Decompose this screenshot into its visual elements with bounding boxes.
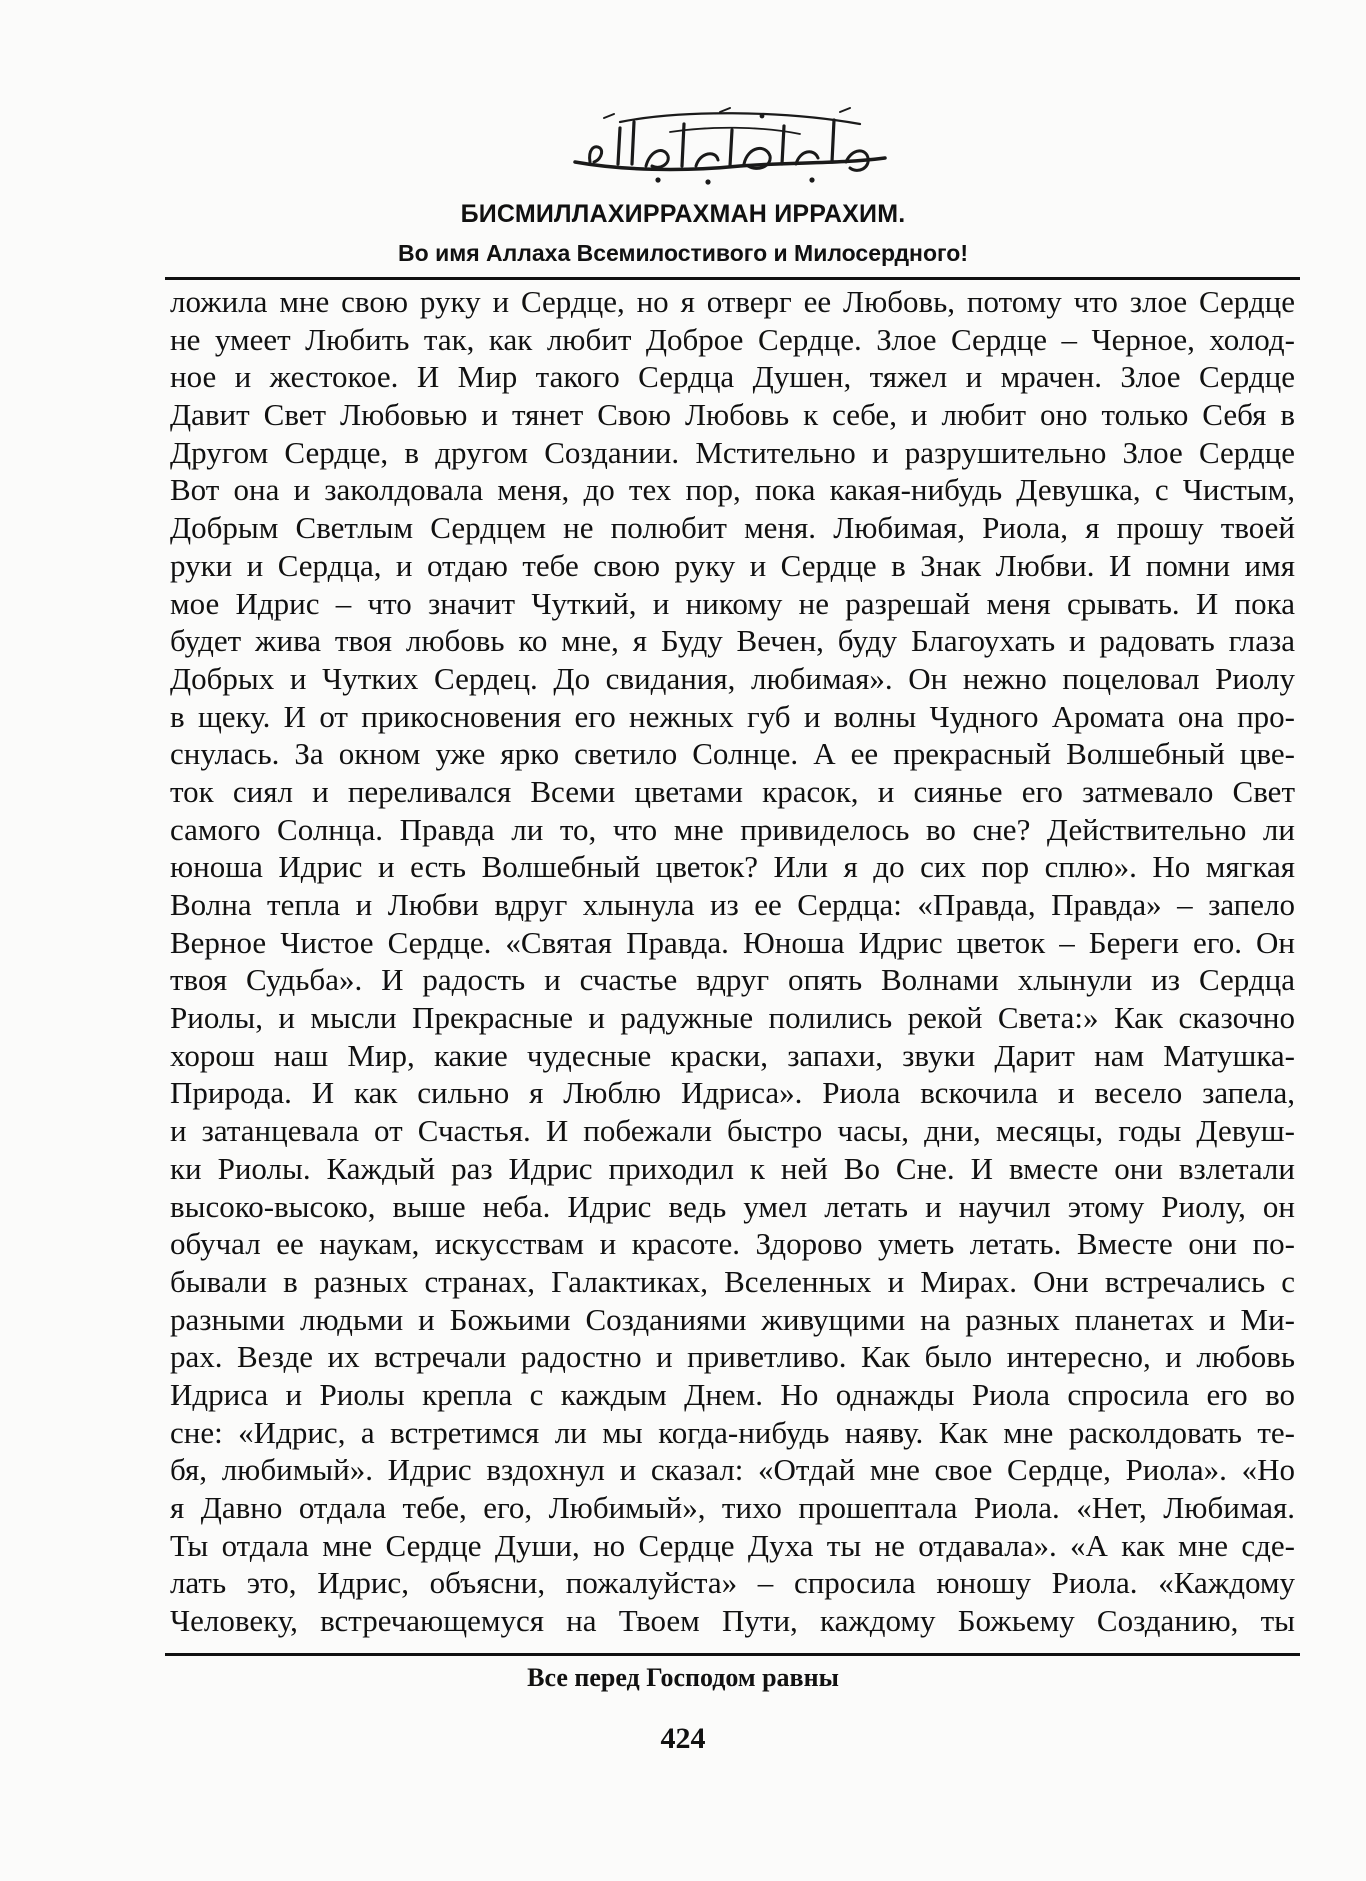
text-line: Природа. И как сильно я Люблю Идриса». Риола вскочила и весело запела,	[170, 1075, 1295, 1111]
header-title: БИСМИЛЛАХИРРАХМАН ИРРАХИМ.	[460, 200, 906, 228]
text-line: ное и жестокое. И Мир такого Сердца Душен, тяжел и мрачен. Злое Сердце	[170, 359, 1295, 395]
header-subtitle: Во имя Аллаха Всемилостивого и Милосердного!	[398, 240, 968, 266]
text-line: ложила мне свою руку и Сердце, но я отверг ее Любовь, потому что злое Сердце	[170, 284, 1295, 319]
bismillah-calligraphy	[560, 100, 900, 200]
text-line: разными людьми и Божьими Созданиями живущими на разных планетах и Ми-	[170, 1301, 1295, 1337]
text-line: Риолы, и мысли Прекрасные и радужные полились рекой Света:» Как сказочно	[170, 1000, 1295, 1036]
text-line: будет жива твоя любовь ко мне, я Буду Вечен, буду Благоухать и радовать глаза	[170, 623, 1295, 659]
text-line: обучал ее наукам, искусствам и красоте. Здорово уметь летать. Вместе они по-	[170, 1226, 1295, 1262]
text-line: Волна тепла и Любви вдруг хлынула из ее Сердца: «Правда, Правда» – запело	[170, 887, 1295, 922]
text-line: Человеку, встречающемуся на Твоем Пути, каждому Божьему Созданию, ты	[170, 1603, 1295, 1639]
text-line: Вот она и заколдовала меня, до тех пор, пока какая-нибудь Девушка, с Чистым,	[170, 472, 1295, 508]
text-line: сне: «Идрис, а встретимся ли мы когда-нибудь наяву. Как мне расколдовать те-	[170, 1414, 1295, 1450]
footer-title: Все перед Господом равны	[527, 1663, 839, 1692]
text-line: и затанцевала от Счастья. И побежали быстро часы, дни, месяцы, годы Девуш-	[170, 1113, 1295, 1149]
text-line: ток сиял и переливался Всеми цветами красок, и сиянье его затмевало Свет	[170, 773, 1295, 809]
text-line: ки Риолы. Каждый раз Идрис приходил к ней Во Сне. И вместе они взлетали	[170, 1150, 1295, 1186]
text-line: самого Солнца. Правда ли то, что мне привиделось во сне? Действительно ли	[170, 811, 1295, 847]
text-line: твоя Судьба». И радость и счастье вдруг опять Волнами хлынули из Сердца	[170, 962, 1295, 998]
text-line: я Давно отдала тебе, его, Любимый», тихо прошептала Риола. «Нет, Любимая.	[170, 1490, 1295, 1525]
text-line: в щеку. И от прикосновения его нежных губ и волны Чудного Аромата она про-	[170, 698, 1295, 734]
body-text	[170, 283, 1295, 1640]
text-line: руки и Сердца, и отдаю тебе свою руку и Сердце в Знак Любви. И помни имя	[170, 547, 1295, 583]
page-number: 424	[660, 1722, 706, 1755]
text-line: юноша Идрис и есть Волшебный цветок? Или я до сих пор сплю». Но мягкая	[170, 849, 1295, 885]
text-line: Другом Сердце, в другом Создании. Мстительно и разрушительно Злое Сердце	[170, 434, 1295, 470]
text-line: бя, любимый». Идрис вздохнул и сказал: «Отдай мне свое Сердце, Риола». «Но	[170, 1452, 1295, 1488]
text-line: не умеет Любить так, как любит Доброе Сердце. Злое Сердце – Черное, холод-	[170, 321, 1295, 357]
text-line: Верное Чистое Сердце. «Святая Правда. Юноша Идрис цветок – Береги его. Он	[170, 924, 1295, 960]
text-line: хорош наш Мир, какие чудесные краски, запахи, звуки Дарит нам Матушка-	[170, 1037, 1295, 1073]
text-line: высоко-высоко, выше неба. Идрис ведь умел летать и научил этому Риолу, он	[170, 1188, 1295, 1224]
text-line: рах. Везде их встречали радостно и приветливо. Как было интересно, и любовь	[170, 1339, 1295, 1375]
text-line: Добрых и Чутких Сердец. До свидания, любимая». Он нежно поцеловал Риолу	[170, 660, 1295, 696]
footer-divider	[165, 1653, 1300, 1656]
text-line: мое Идрис – что значит Чуткий, и никому не разрешай меня срывать. И пока	[170, 585, 1295, 621]
text-line: Давит Свет Любовью и тянет Свою Любовь к себе, и любит оно только Себя в	[170, 397, 1295, 433]
text-line: бывали в разных странах, Галактиках, Вселенных и Мирах. Они встречались с	[170, 1263, 1295, 1299]
text-line: Идриса и Риолы крепла с каждым Днем. Но однажды Риола спросила его во	[170, 1376, 1295, 1412]
text-line: Ты отдала мне Сердце Души, но Сердце Духа ты не отдавала». «А как мне сде-	[170, 1527, 1295, 1563]
header-divider	[165, 277, 1300, 280]
text-line: Добрым Светлым Сердцем не полюбит меня. Любимая, Риола, я прошу твоей	[170, 510, 1295, 546]
text-line: лать это, Идрис, объясни, пожалуйста» – спросила юношу Риола. «Каждому	[170, 1565, 1295, 1601]
text-line: снулась. За окном уже ярко светило Солнце. А ее прекрасный Волшебный цве-	[170, 736, 1295, 772]
